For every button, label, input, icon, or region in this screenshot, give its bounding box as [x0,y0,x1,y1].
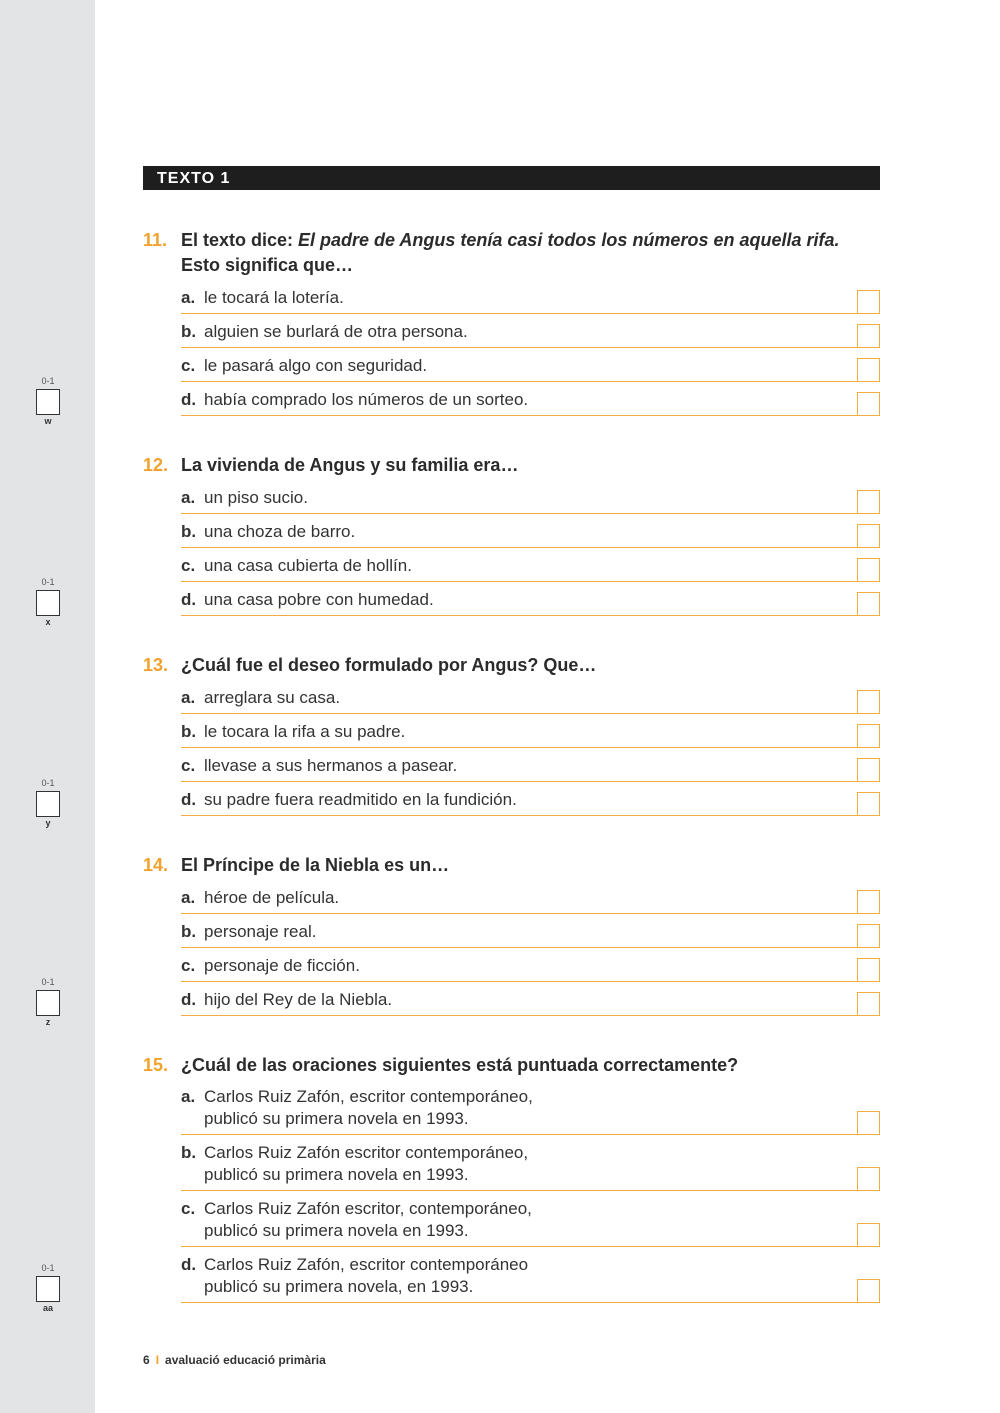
question-15 [143,1053,880,1303]
option-c[interactable] [181,748,880,782]
option-text: le pasará algo con seguridad. [204,356,428,375]
option-d[interactable] [181,582,880,616]
option-text: personaje de ficción. [204,956,360,975]
score-range: 0-1 [41,977,55,987]
answer-checkbox[interactable] [857,1279,880,1303]
question-number: 13. [143,655,169,675]
option-text: le tocará la lotería. [204,288,344,307]
option-text: alguien se burlará de otra persona. [204,322,468,341]
question-14 [143,853,880,1016]
option-letter: b. [181,322,197,341]
score-range: 0-1 [41,778,55,788]
option-c[interactable] [181,948,880,982]
option-letter: d. [181,590,197,609]
score-box-aa[interactable] [35,1263,61,1314]
score-box-w[interactable] [35,376,61,427]
option-text: un piso sucio. [204,488,308,507]
score-range: 0-1 [41,1263,55,1273]
score-letter: z [45,1017,51,1027]
option-letter: b. [181,1143,197,1162]
option-letter: d. [181,1255,197,1274]
score-box-z[interactable] [35,977,61,1028]
question-prefix: El Príncipe de la Niebla es un… [181,855,450,875]
question-text [143,853,880,878]
question-text [143,1053,880,1078]
score-letter: w [44,416,52,426]
option-b[interactable] [181,714,880,748]
footer-title: avaluació educació primària [165,1353,326,1367]
footer-separator: I [155,1353,160,1367]
score-input[interactable] [36,389,60,415]
question-number: 11. [143,230,168,250]
question-number: 14. [143,855,169,875]
question-number: 12. [143,455,169,475]
option-d[interactable] [181,1247,880,1303]
answer-checkbox[interactable] [857,1111,880,1135]
option-letter: b. [181,522,197,541]
option-letter: c. [181,1199,196,1218]
option-text-line2: publicó su primera novela en 1993. [204,1165,469,1184]
score-input[interactable] [36,990,60,1016]
question-text [143,453,880,478]
question-text [143,228,880,278]
page-footer [143,1353,326,1367]
option-text: personaje real. [204,922,317,941]
option-b[interactable] [181,314,880,348]
question-prefix: ¿Cuál fue el deseo formulado por Angus? Que… [181,655,597,675]
option-letter: c. [181,756,196,775]
question-suffix: Esto significa que… [181,255,354,275]
answer-checkbox[interactable] [857,758,880,782]
option-text: hijo del Rey de la Niebla. [204,990,393,1009]
score-box-x[interactable] [35,577,61,628]
answer-checkbox[interactable] [857,724,880,748]
option-c[interactable] [181,548,880,582]
option-b[interactable] [181,1135,880,1191]
option-text-line1: Carlos Ruiz Zafón, escritor contemporáneo [204,1255,529,1274]
question-prefix: La vivienda de Angus y su familia era… [181,455,519,475]
answer-checkbox[interactable] [857,592,880,616]
score-range: 0-1 [41,376,55,386]
question-13 [143,653,880,816]
score-input[interactable] [36,590,60,616]
option-a[interactable] [181,1079,880,1135]
question-quote: El padre de Angus tenía casi todos los números en aquella rifa. [298,230,840,250]
option-d[interactable] [181,782,880,816]
option-a[interactable] [181,680,880,714]
option-letter: b. [181,922,197,941]
option-b[interactable] [181,514,880,548]
option-letter: a. [181,888,196,907]
option-text: una choza de barro. [204,522,356,541]
option-letter: a. [181,688,196,707]
answer-checkbox[interactable] [857,558,880,582]
option-text: había comprado los números de un sorteo. [204,390,529,409]
option-text: una casa pobre con humedad. [204,590,434,609]
answer-checkbox[interactable] [857,992,880,1016]
option-text-line1: Carlos Ruiz Zafón escritor, contemporáneo, [204,1199,532,1218]
score-letter: y [45,818,51,828]
question-11 [143,228,880,416]
answer-checkbox[interactable] [857,958,880,982]
option-letter: c. [181,956,196,975]
answer-checkbox[interactable] [857,290,880,314]
option-text-line2: publicó su primera novela, en 1993. [204,1277,474,1296]
page-number: 6 [143,1353,150,1367]
option-text: una casa cubierta de hollín. [204,556,412,575]
option-c[interactable] [181,1191,880,1247]
option-text-line1: Carlos Ruiz Zafón escritor contemporáneo, [204,1143,529,1162]
option-b[interactable] [181,914,880,948]
option-text: héroe de película. [204,888,340,907]
option-a[interactable] [181,480,880,514]
score-box-y[interactable] [35,778,61,829]
option-text: arreglara su casa. [204,688,341,707]
question-prefix: ¿Cuál de las oraciones siguientes está puntuada correctamente? [181,1055,739,1075]
answer-checkbox[interactable] [857,524,880,548]
score-input[interactable] [36,1276,60,1302]
score-letter: aa [42,1303,53,1313]
answer-checkbox[interactable] [857,490,880,514]
option-letter: b. [181,722,197,741]
answer-checkbox[interactable] [857,358,880,382]
option-letter: a. [181,488,196,507]
answer-checkbox[interactable] [857,924,880,948]
answer-checkbox[interactable] [857,1167,880,1191]
answer-checkbox[interactable] [857,392,880,416]
score-letter: x [45,617,51,627]
option-c[interactable] [181,348,880,382]
option-text: su padre fuera readmitido en la fundición. [204,790,517,809]
score-input[interactable] [36,791,60,817]
option-text: le tocara la rifa a su padre. [204,722,406,741]
option-letter: d. [181,390,197,409]
question-number: 15. [143,1055,169,1075]
answer-checkbox[interactable] [857,890,880,914]
option-letter: d. [181,790,197,809]
option-letter: d. [181,990,197,1009]
option-text-line2: publicó su primera novela en 1993. [204,1221,469,1240]
option-letter: a. [181,1087,196,1106]
question-prefix: El texto dice: [181,230,299,250]
question-text [143,653,880,678]
answer-checkbox[interactable] [857,792,880,816]
option-a[interactable] [181,280,880,314]
option-text-line2: publicó su primera novela en 1993. [204,1109,469,1128]
answer-checkbox[interactable] [857,1223,880,1247]
section-title: TEXTO 1 [143,166,880,190]
answer-checkbox[interactable] [857,690,880,714]
option-d[interactable] [181,382,880,416]
option-text-line1: Carlos Ruiz Zafón, escritor contemporáneo, [204,1087,533,1106]
option-text: llevase a sus hermanos a pasear. [204,756,458,775]
answer-checkbox[interactable] [857,324,880,348]
option-a[interactable] [181,880,880,914]
question-12 [143,453,880,616]
score-range: 0-1 [41,577,55,587]
option-letter: a. [181,288,196,307]
option-letter: c. [181,356,196,375]
margin-strip [0,0,95,1413]
option-d[interactable] [181,982,880,1016]
option-letter: c. [181,556,196,575]
